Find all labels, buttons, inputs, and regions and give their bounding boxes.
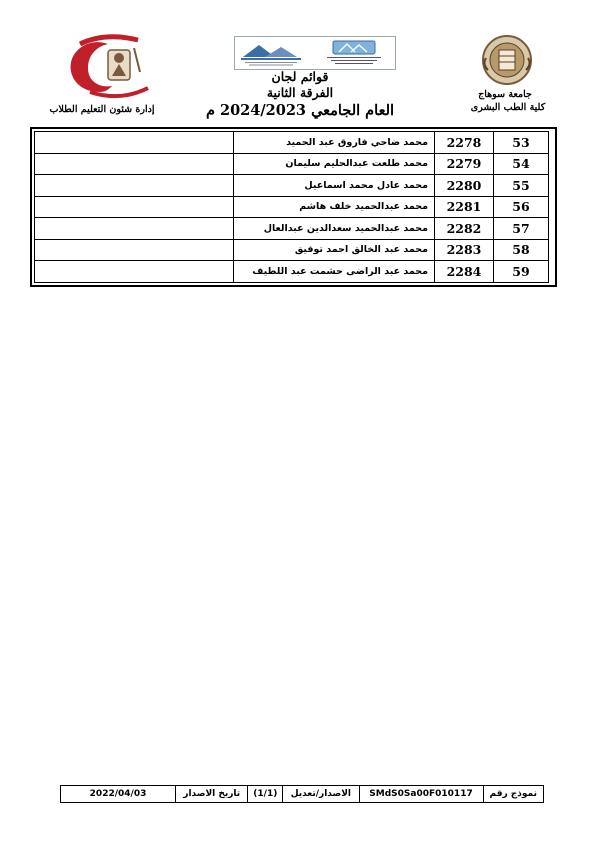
row-serial-number: 58: [494, 239, 549, 261]
row-student-name: محمد عبد الخالق احمد توفيق: [234, 239, 435, 261]
row-notes-cell: [35, 153, 234, 175]
row-notes-cell: [35, 239, 234, 261]
faculty-of-medicine-logo-icon: [50, 32, 155, 100]
row-serial-number: 59: [494, 261, 549, 283]
row-serial-number: 56: [494, 196, 549, 218]
row-student-code: 2279: [435, 153, 494, 175]
row-student-name: محمد عادل محمد اسماعيل: [234, 175, 435, 197]
row-student-code: 2278: [435, 132, 494, 154]
table-row: [35, 175, 549, 197]
row-student-name: محمد ضاحي فاروق عبد الحميد: [234, 132, 435, 154]
certification-badges: [234, 36, 396, 70]
row-student-code: 2282: [435, 218, 494, 240]
issue-date-value: 2022/04/03: [89, 789, 147, 799]
issue-date-label: تاريخ الاصدار: [175, 786, 247, 802]
row-student-code: 2284: [435, 261, 494, 283]
row-notes-cell: [35, 132, 234, 154]
row-serial-number: 55: [494, 175, 549, 197]
row-notes-cell: [35, 196, 234, 218]
table-row: [35, 261, 549, 283]
document-subtitle-level: الفرقة الثانية: [266, 85, 334, 100]
row-student-name: محمد طلعت عبدالحليم سليمان: [234, 153, 435, 175]
form-number-label: نموذج رقم: [483, 786, 544, 802]
iso-certification-logo-icon: [315, 39, 393, 67]
table-row: [35, 132, 549, 154]
students-table: [34, 131, 549, 283]
university-name: جامعة سوهاج: [478, 89, 532, 100]
document-footer: [60, 785, 544, 803]
row-student-code: 2281: [435, 196, 494, 218]
row-student-code: 2283: [435, 239, 494, 261]
row-student-name: محمد عبد الراضى حشمت عبد اللطيف: [234, 261, 435, 283]
table-row: [35, 196, 549, 218]
sohag-university-seal-icon: [480, 34, 534, 86]
row-notes-cell: [35, 261, 234, 283]
table-row: [35, 153, 549, 175]
accreditation-logo-icon: [237, 39, 309, 67]
revision-value: (1/1): [247, 786, 282, 802]
document-title: قوائم لجان: [271, 69, 329, 84]
row-student-name: محمد عبدالحميد خلف هاشم: [234, 196, 435, 218]
row-serial-number: 53: [494, 132, 549, 154]
committee-list-table: [30, 127, 557, 287]
document-academic-year: العام الجامعي 2024/2023 م: [205, 102, 395, 119]
table-body: [35, 132, 549, 283]
document-header: [30, 30, 570, 125]
row-student-name: محمد عبدالحميد سعدالدين عبدالعال: [234, 218, 435, 240]
table-row: [35, 218, 549, 240]
row-serial-number: 57: [494, 218, 549, 240]
table-row: [35, 239, 549, 261]
row-notes-cell: [35, 218, 234, 240]
row-student-code: 2280: [435, 175, 494, 197]
form-code: SMdS0Sa00F010117: [359, 786, 483, 802]
row-notes-cell: [35, 175, 234, 197]
revision-label: الاصدار/تعديل: [282, 786, 358, 802]
row-serial-number: 54: [494, 153, 549, 175]
department-name: إدارة شئون التعليم الطلاب: [49, 104, 155, 115]
faculty-name: كلية الطب البشرى: [470, 102, 546, 113]
